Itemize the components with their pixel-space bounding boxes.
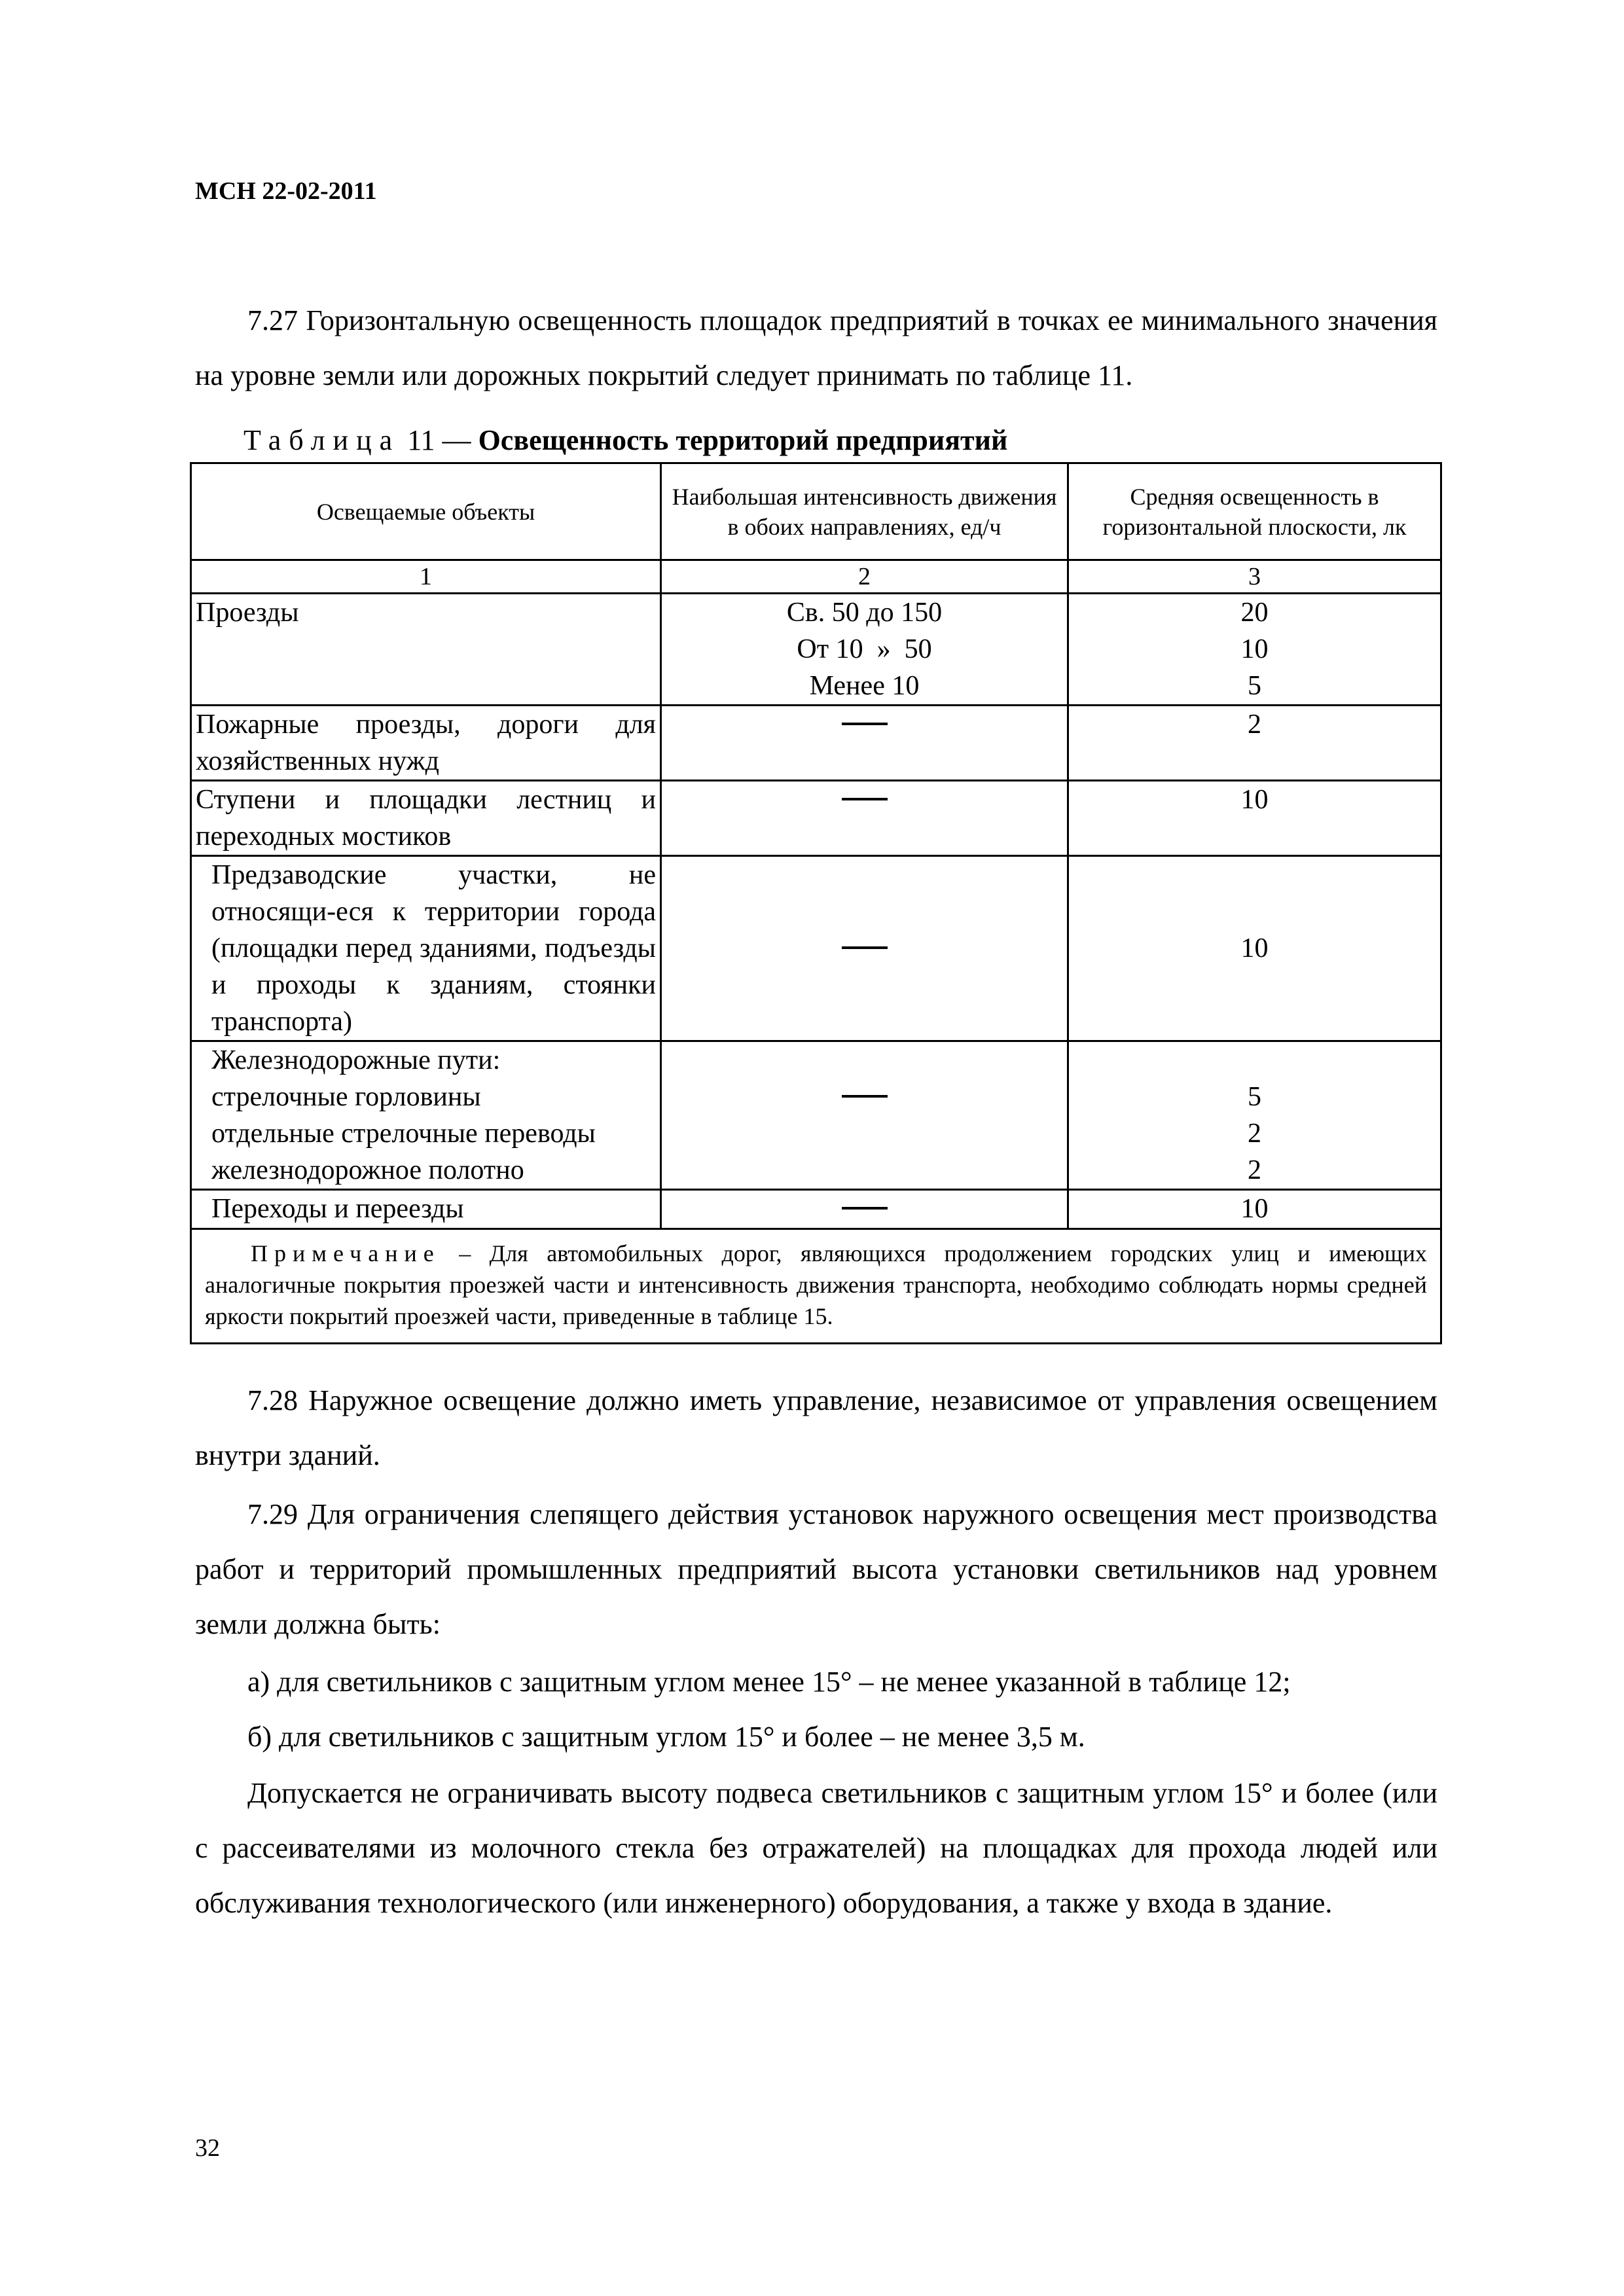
lux-cell xyxy=(1068,594,1441,706)
header-intensity: Наибольшая интенсивность движения в обоих направлениях, ед/ч xyxy=(661,463,1068,560)
intensity-cell xyxy=(661,706,1068,781)
list-item-b: б) для светильников с защитным углом 15° и более – не менее 3,5 м. xyxy=(247,1721,1085,1753)
table-row xyxy=(191,1041,1441,1190)
object-cell: Переходы и переезды xyxy=(191,1190,661,1229)
object-line: отдельные стрелочные переводы xyxy=(211,1119,596,1149)
intensity-value: От 10 » 50 xyxy=(797,634,932,664)
object-cell: Ступени и площадки лестниц и переходных мостиков xyxy=(191,781,661,856)
header-objects: Освещаемые объекты xyxy=(191,463,661,560)
object-line: железнодорожное полотно xyxy=(211,1155,524,1185)
table-caption-label: Таблица xyxy=(244,424,401,456)
dash-mark xyxy=(842,798,888,800)
intensity-value: Св. 50 до 150 xyxy=(786,598,943,628)
lux-cell: 10 xyxy=(1068,856,1441,1041)
dash-mark xyxy=(842,1207,888,1210)
table-row xyxy=(191,856,1441,1041)
lux-value: 2 xyxy=(1248,1155,1261,1185)
intensity-cell xyxy=(661,1190,1068,1229)
table-row xyxy=(191,1190,1441,1229)
column-number: 1 xyxy=(191,560,661,594)
header-illuminance: Средняя освещенность в горизонтальной плоскости, лк xyxy=(1068,463,1441,560)
document-code: МСН 22-02-2011 xyxy=(195,177,377,205)
column-number-row xyxy=(191,560,1441,594)
object-line: Железнодорожные пути: xyxy=(211,1045,501,1075)
illumination-table xyxy=(190,462,1442,1344)
lux-value: 5 xyxy=(1248,671,1261,701)
dash-mark xyxy=(842,723,888,725)
intensity-cell xyxy=(661,856,1068,1041)
paragraph-7-28: 7.28 Наружное освещение должно иметь управление, независимое от управления освещением внутри зданий. xyxy=(195,1384,1437,1471)
table-row xyxy=(191,594,1441,706)
table-caption xyxy=(244,422,1007,459)
object-cell: Пожарные проезды, дороги для хозяйственных нужд xyxy=(191,706,661,781)
table-note-row xyxy=(191,1229,1441,1344)
table-caption-number: 11 — xyxy=(407,424,471,456)
dash-mark xyxy=(842,1095,888,1098)
column-number: 2 xyxy=(661,560,1068,594)
column-number: 3 xyxy=(1068,560,1441,594)
table-row xyxy=(191,781,1441,856)
lux-cell: 2 xyxy=(1068,706,1441,781)
intensity-cell xyxy=(661,781,1068,856)
list-item-a: а) для светильников с защитным углом менее 15° – не менее указанной в таблице 12; xyxy=(247,1666,1291,1698)
table-note xyxy=(191,1229,1441,1344)
lux-value: 20 xyxy=(1240,598,1269,628)
lux-value: 2 xyxy=(1248,1119,1261,1149)
object-cell xyxy=(191,1041,661,1190)
lux-cell: 10 xyxy=(1068,781,1441,856)
note-text: – Для автомобильных дорог, являющихся продолжением городских улиц и имеющих аналогичные покрытия проезжей части и интенсивность движения транспорта, необходимо соблюдать нормы средней яркости покрытий проезжей части, приведенные в таблице 15. xyxy=(205,1240,1427,1329)
object-cell: Предзаводские участки, не относящи-еся к территории города (площадки перед зданиями, подъезды и проходы к зданиям, стоянки транспорта) xyxy=(191,856,661,1041)
lux-cell xyxy=(1068,1041,1441,1190)
paragraph-allowance: Допускается не ограничивать высоту подвеса светильников с защитным углом 15° и более (или с рассеивателями из молочного стекла без отражателей) на площадках для прохода людей или обслуживания технологического (или инженерного) оборудования, а также у входа в здание. xyxy=(195,1777,1437,1919)
table-caption-title: Освещенность территорий предприятий xyxy=(478,424,1008,456)
intensity-cell xyxy=(661,594,1068,706)
table-header-row xyxy=(191,463,1441,560)
paragraph-7-27: 7.27 Горизонтальную освещенность площадок предприятий в точках ее минимального значения на уровне земли или дорожных покрытий следует принимать по таблице 11. xyxy=(195,304,1437,391)
object-line: стрелочные горловины xyxy=(211,1082,481,1112)
intensity-cell xyxy=(661,1041,1068,1190)
lux-cell: 10 xyxy=(1068,1190,1441,1229)
note-label: Примечание xyxy=(251,1240,441,1266)
dash-mark xyxy=(842,946,888,949)
lux-value: 10 xyxy=(1240,634,1269,664)
page-number: 32 xyxy=(195,2134,220,2162)
intensity-value: Менее 10 xyxy=(809,671,920,701)
object-cell: Проезды xyxy=(191,594,661,706)
table-row xyxy=(191,706,1441,781)
lux-value: 5 xyxy=(1248,1082,1261,1112)
paragraph-7-29: 7.29 Для ограничения слепящего действия установок наружного освещения мест производства работ и территорий промышленных предприятий высота установки светильников над уровнем земли должна быть: xyxy=(195,1498,1437,1640)
